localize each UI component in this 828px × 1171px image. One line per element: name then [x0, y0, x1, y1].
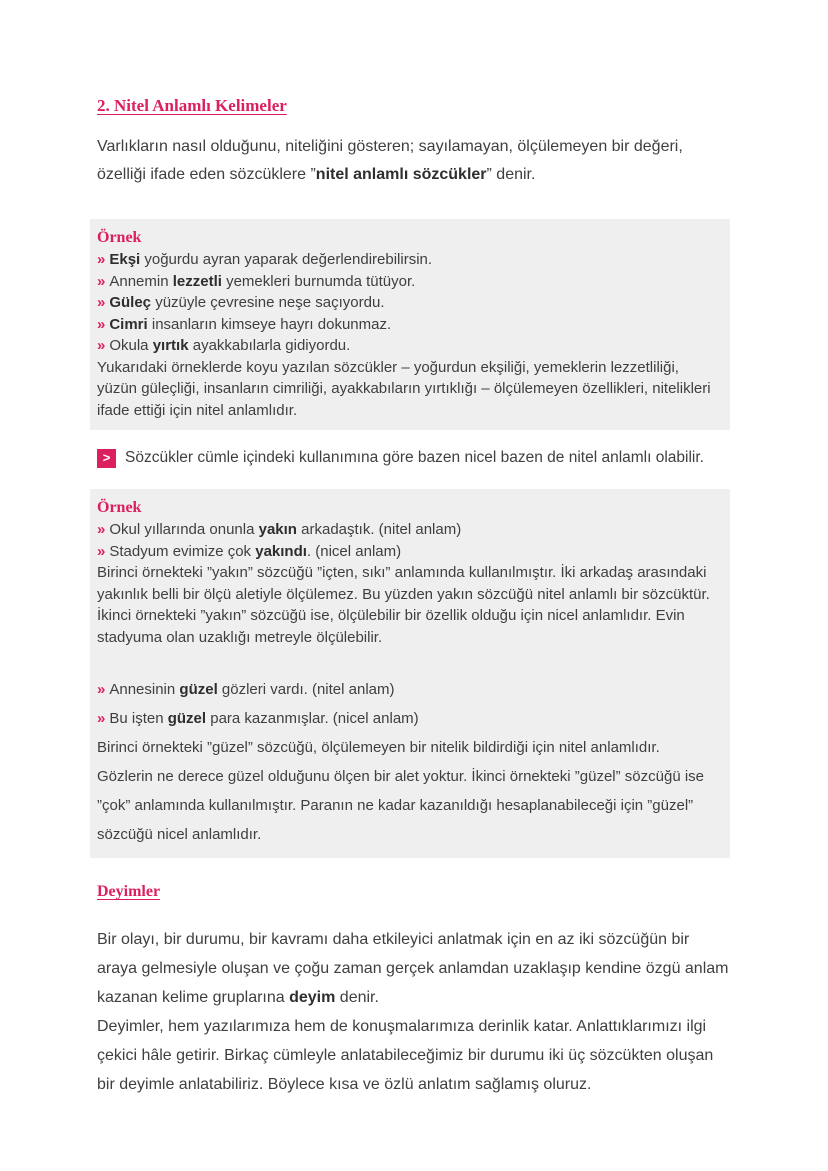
example-explanation: Yukarıdaki örneklerde koyu yazılan sözcükler – yoğurdun ekşiliği, yemeklerin lezzetliliği, yüzün güleçliği, insanların cimriliği, ayakkabıların yırtıklığı – ölçülemeyen özellikleri, nitelikleri ifade ettiği için nitel anlamlıdır.	[97, 358, 711, 419]
item-text: Okul yıllarında onunla	[109, 521, 259, 538]
section-title-nitel-anlamli-kelimeler: 2. Nitel Anlamlı Kelimeler	[97, 96, 287, 115]
example-2-part-b	[97, 675, 718, 849]
list-item	[97, 335, 718, 357]
note-arrow-icon: >	[97, 449, 116, 468]
chevron-bullet-icon: »	[97, 272, 106, 290]
item-text: Stadyum evimize çok	[109, 542, 256, 560]
example-label: Örnek	[97, 229, 142, 246]
deyimler-p1-bold: deyim	[289, 989, 336, 1006]
page-content	[97, 0, 730, 1099]
item-bold: yırtık	[152, 337, 189, 354]
example-explanation: Birinci örnekteki ”yakın” sözcüğü ”içten, sıkı” anlamında kullanılmıştır. İki arkadaş arasındaki yakınlık belli bir ölçü aletiyle ölçülemez. Bu yüzden yakın sözcüğü nitel anlamlı bir sözcüktür. İkinci örnekteki ”yakın” sözcüğü ise, ölçülebilir bir özellik olduğu için nicel anlamlıdır. Evin stadyuma olan uzaklığı metreyle ölçülebilir.	[97, 564, 710, 646]
item-bold: yakındı	[255, 542, 307, 560]
item-text: Annesinin	[109, 681, 180, 698]
list-item	[97, 519, 718, 541]
deyimler-p1-post: denir.	[335, 989, 379, 1006]
note-text: Sözcükler cümle içindeki kullanımına göre bazen nicel bazen de nitel anlamlı olabilir.	[125, 449, 704, 466]
example-list-2a	[97, 519, 718, 562]
example-box-1	[90, 219, 730, 430]
example-label: Örnek	[97, 499, 142, 516]
item-text: ayakkabılarla gidiyordu.	[188, 337, 351, 354]
list-item	[97, 704, 718, 733]
list-item	[97, 292, 718, 314]
item-bold: Cimri	[109, 315, 148, 333]
item-bold: yakın	[258, 521, 297, 538]
example-list-1	[97, 249, 718, 357]
chevron-bullet-icon: »	[97, 681, 106, 698]
chevron-bullet-icon: »	[97, 710, 106, 727]
section-title-deyimler: Deyimler	[97, 883, 161, 900]
intro-text-pre: Varlıkların nasıl olduğunu, niteliğini gösteren; sayılamayan, ölçülemeyen bir değeri, özelliği ifade eden sözcüklere ”	[97, 138, 683, 183]
item-text: Annemin	[109, 272, 173, 290]
example-box-2	[90, 489, 730, 858]
item-text: insanların kimseye hayrı dokunmaz.	[147, 315, 392, 333]
list-item	[97, 271, 718, 293]
item-bold: güzel	[179, 681, 218, 698]
item-bold: güzel	[167, 710, 207, 727]
chevron-bullet-icon: »	[97, 337, 106, 354]
example-list-2b	[97, 675, 718, 733]
list-item	[97, 541, 718, 563]
chevron-bullet-icon: »	[97, 315, 106, 333]
chevron-bullet-icon: »	[97, 251, 106, 268]
item-bold: Ekşi	[109, 251, 141, 268]
list-item	[97, 249, 718, 271]
note-row	[97, 448, 730, 468]
item-text: . (nicel anlam)	[306, 542, 402, 560]
intro-paragraph	[97, 133, 730, 189]
item-text: Bu işten	[109, 710, 168, 727]
list-item	[97, 314, 718, 336]
chevron-bullet-icon: »	[97, 521, 106, 538]
item-text: yemekleri burnumda tütüyor.	[221, 272, 416, 290]
deyimler-p1-pre: Bir olayı, bir durumu, bir kavramı daha etkileyici anlatmak için en az iki sözcüğün bir araya gelmesiyle oluşan ve çoğu zaman gerçek anlamdan uzaklaşıp kendine özgü anlam kazanan kelime gruplarına	[97, 931, 729, 1006]
chevron-bullet-icon: »	[97, 294, 106, 311]
item-text: Okula	[109, 337, 153, 354]
deyimler-paragraph-1	[97, 925, 730, 1012]
example-explanation: Birinci örnekteki ”güzel” sözcüğü, ölçülemeyen bir nitelik bildirdiği için nitel anlamlıdır. Gözlerin ne derece güzel olduğunu ölçen bir alet yoktur. İkinci örnekteki ”güzel” sözcüğü ise ”çok” anlamında kullanılmıştır. Paranın ne kadar kazanıldığı hesaplanabileceği için ”güzel” sözcüğü nicel anlamlıdır.	[97, 739, 705, 843]
item-text: para kazanmışlar. (nicel anlam)	[206, 710, 419, 727]
list-item	[97, 675, 718, 704]
item-text: arkadaştık. (nitel anlam)	[296, 521, 462, 538]
item-text: yoğurdu ayran yaparak değerlendirebilirsin.	[140, 251, 433, 268]
item-bold: lezzetli	[172, 272, 222, 290]
deyimler-paragraph-2: Deyimler, hem yazılarımıza hem de konuşmalarımıza derinlik katar. Anlattıklarımızı ilgi çekici hâle getirir. Birkaç cümleyle anlatabileceğimiz bir durumu iki üç sözcükten oluşan bir deyimle anlatabiliriz. Böylece kısa ve özlü anlatım sağlamış oluruz.	[97, 1018, 714, 1093]
intro-text-post: ” denir.	[486, 166, 536, 183]
intro-text-bold: nitel anlamlı sözcükler	[315, 166, 487, 183]
example-2-part-a	[97, 497, 718, 648]
chevron-bullet-icon: »	[97, 542, 106, 560]
item-bold: Güleç	[109, 294, 152, 311]
item-text: yüzüyle çevresine neşe saçıyordu.	[151, 294, 385, 311]
item-text: gözleri vardı. (nitel anlam)	[217, 681, 395, 698]
